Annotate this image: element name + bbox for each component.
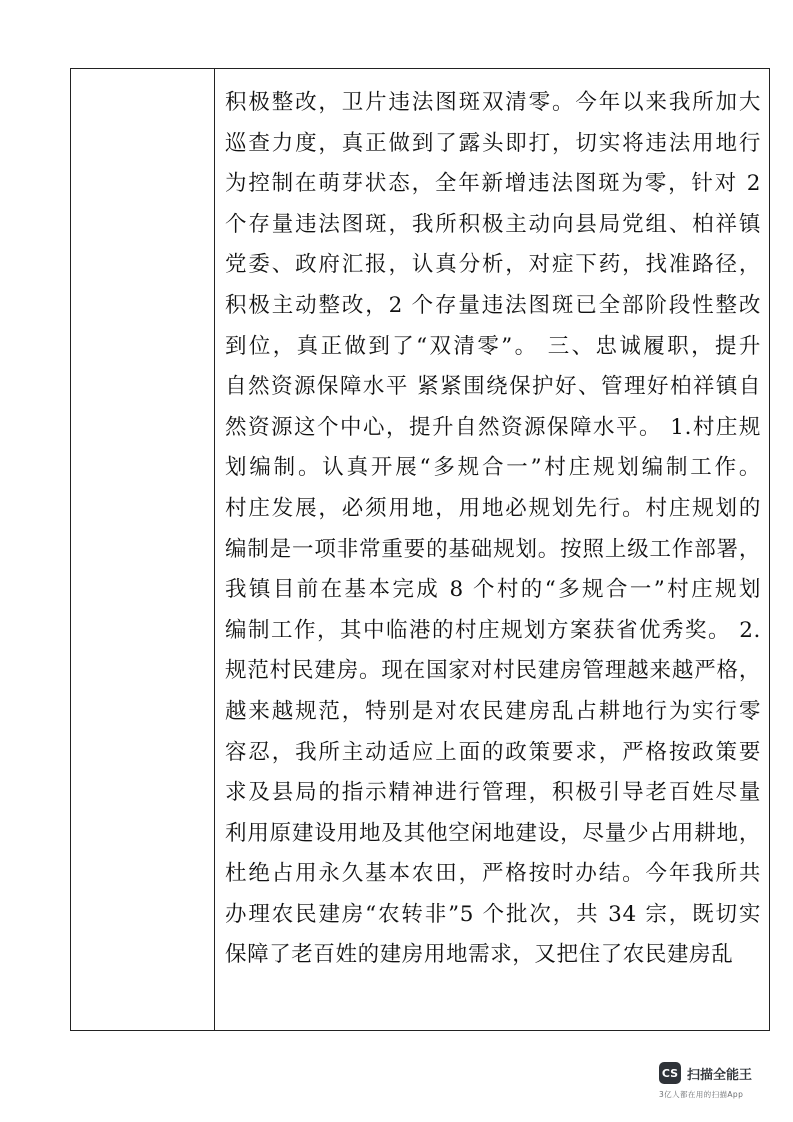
text-line: 容忍，我所主动适应上面的政策要求，严格按政策要	[225, 739, 761, 765]
text-line: 为控制在萌芽状态，全年新增违法图斑为零，针对 2	[225, 171, 761, 197]
text-line: 然资源这个中心，提升自然资源保障水平。 1.村庄规	[225, 414, 761, 440]
text-line: 越来越规范，特别是对农民建房乱占耕地行为实行零	[225, 698, 761, 724]
text-line: 巡查力度，真正做到了露头即打，切实将违法用地行	[225, 130, 761, 156]
table-left-cell	[71, 69, 215, 1030]
document-table	[70, 68, 770, 1031]
text-line: 保障了老百姓的建房用地需求，又把住了农民建房乱	[225, 942, 734, 968]
text-line: 划编制。认真开展“多规合一”村庄规划编制工作。	[225, 455, 761, 481]
camscanner-logo-icon: CS	[659, 1062, 681, 1084]
text-line: 求及县局的指示精神进行管理，积极引导老百姓尽量	[225, 780, 761, 806]
text-line: 杜绝占用永久基本农田，严格按时办结。今年我所共	[225, 861, 761, 887]
text-line: 办理农民建房“农转非”5 个批次，共 34 宗，既切实	[225, 901, 761, 927]
watermark-slogan: 3亿人都在用的扫描App	[659, 1090, 744, 1099]
text-line: 党委、政府汇报，认真分析，对症下药，找准路径，	[225, 252, 761, 278]
watermark-brand: 扫描全能王	[687, 1067, 753, 1083]
text-line: 编制是一项非常重要的基础规划。按照上级工作部署，	[225, 536, 761, 562]
text-line: 规范村民建房。现在国家对村民建房管理越来越严格，	[225, 658, 761, 684]
text-line: 编制工作，其中临港的村庄规划方案获省优秀奖。 2.	[225, 617, 761, 643]
body-paragraph	[225, 83, 761, 976]
text-line: 积极整改，卫片违法图斑双清零。今年以来我所加大	[225, 90, 761, 115]
text-line: 到位，真正做到了“双清零”。 三、忠诚履职，提升	[225, 333, 761, 359]
text-line: 自然资源保障水平 紧紧围绕保护好、管理好柏祥镇自	[225, 374, 761, 400]
text-line: 利用原建设用地及其他空闲地建设，尽量少占用耕地，	[225, 820, 761, 846]
text-line: 积极主动整改，2 个存量违法图斑已全部阶段性整改	[225, 292, 761, 318]
text-line: 我镇目前在基本完成 8 个村的“多规合一”村庄规划	[225, 577, 761, 603]
table-content-cell	[215, 69, 769, 1030]
camscanner-watermark	[659, 1062, 779, 1106]
text-line: 村庄发展，必须用地，用地必规划先行。村庄规划的	[225, 495, 761, 521]
text-line: 个存量违法图斑，我所积极主动向县局党组、柏祥镇	[225, 211, 761, 237]
